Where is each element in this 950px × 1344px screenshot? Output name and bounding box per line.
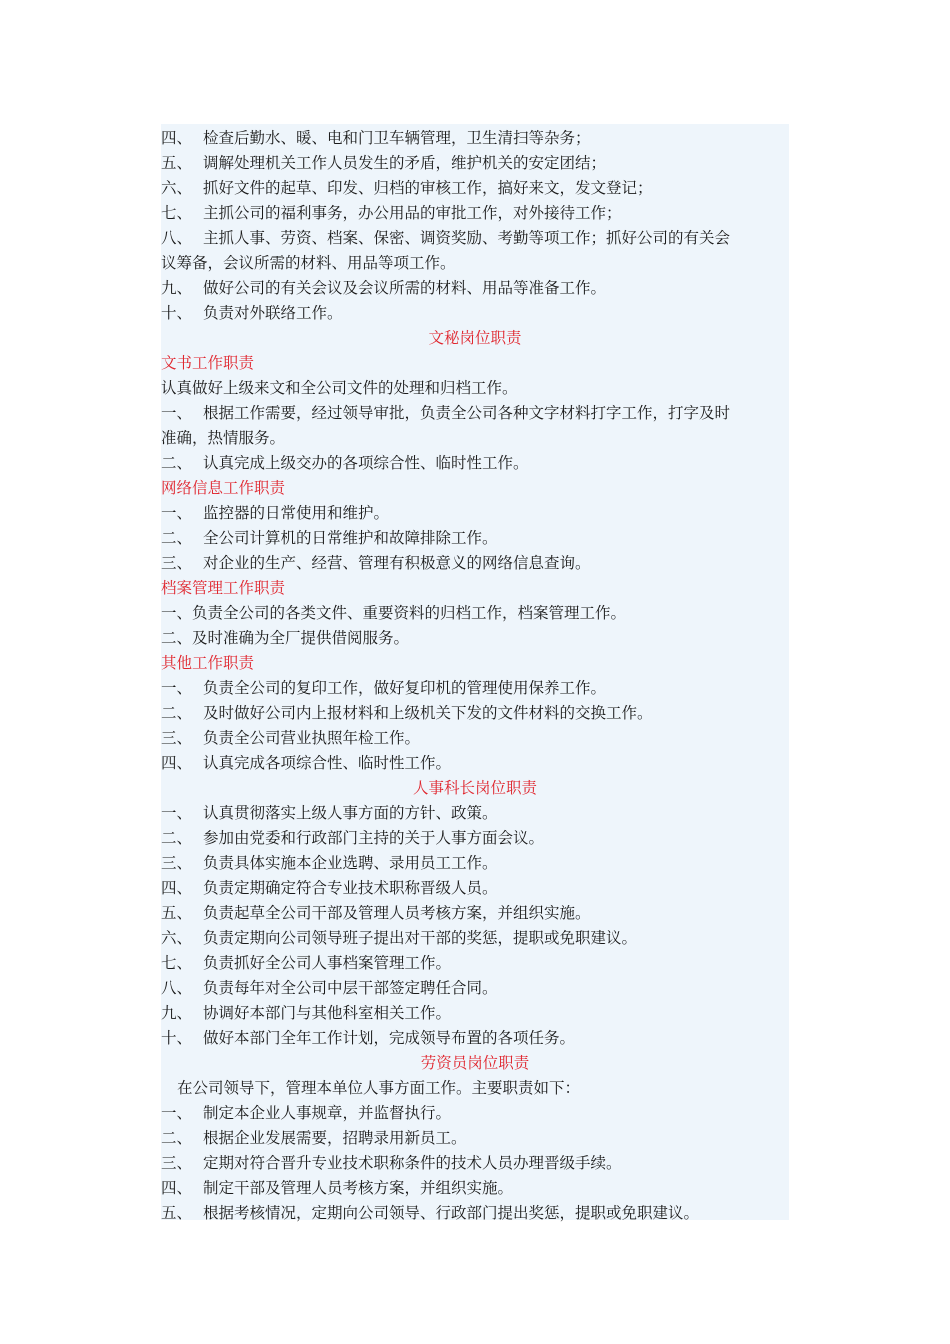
subheading-network: 网络信息工作职责 — [161, 479, 286, 497]
list-item: 三、 负责具体实施本企业选聘、录用员工工作。 — [161, 854, 498, 872]
list-item: 四、 检查后勤水、暖、电和门卫车辆管理，卫生清扫等杂务； — [161, 129, 591, 147]
list-item-continuation: 议筹备，会议所需的材料、用品等项工作。 — [161, 254, 456, 272]
list-item: 一、 负责全公司的复印工作，做好复印机的管理使用保养工作。 — [161, 679, 607, 697]
subheading-clerical: 文书工作职责 — [161, 354, 255, 372]
list-item: 七、 主抓公司的福利事务，办公用品的审批工作，对外接待工作； — [161, 204, 622, 222]
list-item: 二、 认真完成上级交办的各项综合性、临时性工作。 — [161, 454, 529, 472]
list-item-continuation: 准确，热情服务。 — [161, 429, 286, 447]
list-item: 三、 定期对符合晋升专业技术职称条件的技术人员办理晋级手续。 — [161, 1154, 622, 1172]
list-item: 一、 监控器的日常使用和维护。 — [161, 504, 390, 522]
list-item: 六、 负责定期向公司领导班子提出对干部的奖惩，提职或免职建议。 — [161, 929, 638, 947]
list-item: 二、 根据企业发展需要，招聘录用新员工。 — [161, 1129, 467, 1147]
list-item: 七、 负责抓好全公司人事档案管理工作。 — [161, 954, 452, 972]
list-item: 三、 负责全公司营业执照年检工作。 — [161, 729, 421, 747]
paragraph: 在公司领导下，管理本单位人事方面工作。主要职责如下： — [177, 1079, 581, 1097]
document-body — [161, 124, 789, 1220]
list-item: 四、 认真完成各项综合性、临时性工作。 — [161, 754, 452, 772]
section-title-hr-chief: 人事科长岗位职责 — [412, 779, 537, 797]
list-item: 三、 对企业的生产、经营、管理有积极意义的网络信息查询。 — [161, 554, 591, 572]
list-item: 十、 负责对外联络工作。 — [161, 304, 343, 322]
list-item: 一、 制定本企业人事规章，并监督执行。 — [161, 1104, 452, 1122]
list-item: 四、 制定干部及管理人员考核方案，并组织实施。 — [161, 1179, 514, 1197]
section-title-secretary: 文秘岗位职责 — [428, 329, 522, 347]
section-title-labor: 劳资员岗位职责 — [420, 1054, 530, 1072]
list-item: 八、 负责每年对全公司中层干部签定聘任合同。 — [161, 979, 498, 997]
paragraph: 认真做好上级来文和全公司文件的处理和归档工作。 — [161, 379, 518, 397]
list-item: 五、 调解处理机关工作人员发生的矛盾，维护机关的安定团结； — [161, 154, 607, 172]
list-item: 二、 全公司计算机的日常维护和故障排除工作。 — [161, 529, 498, 547]
list-item: 一、 根据工作需要，经过领导审批，负责全公司各种文字材料打字工作，打字及时 — [161, 404, 731, 422]
subheading-other: 其他工作职责 — [161, 654, 255, 672]
list-item: 八、 主抓人事、劳资、档案、保密、调资奖励、考勤等项工作；抓好公司的有关会 — [161, 229, 731, 247]
subheading-archive: 档案管理工作职责 — [161, 579, 286, 597]
list-item: 九、 做好公司的有关会议及会议所需的材料、用品等准备工作。 — [161, 279, 607, 297]
list-item: 二、 参加由党委和行政部门主持的关于人事方面会议。 — [161, 829, 545, 847]
list-item: 四、 负责定期确定符合专业技术职称晋级人员。 — [161, 879, 498, 897]
list-item: 九、 协调好本部门与其他科室相关工作。 — [161, 1004, 452, 1022]
list-item: 六、 抓好文件的起草、印发、归档的审核工作，搞好来文，发文登记； — [161, 179, 653, 197]
list-item: 二、 及时做好公司内上报材料和上级机关下发的文件材料的交换工作。 — [161, 704, 653, 722]
list-item: 二、及时准确为全厂提供借阅服务。 — [161, 629, 410, 647]
list-item: 一、负责全公司的各类文件、重要资料的归档工作，档案管理工作。 — [161, 604, 627, 622]
list-item: 一、 认真贯彻落实上级人事方面的方针、政策。 — [161, 804, 498, 822]
list-item: 五、 根据考核情况，定期向公司领导、行政部门提出奖惩，提职或免职建议。 — [161, 1204, 700, 1222]
list-item: 十、 做好本部门全年工作计划，完成领导布置的各项任务。 — [161, 1029, 576, 1047]
list-item: 五、 负责起草全公司干部及管理人员考核方案，并组织实施。 — [161, 904, 591, 922]
